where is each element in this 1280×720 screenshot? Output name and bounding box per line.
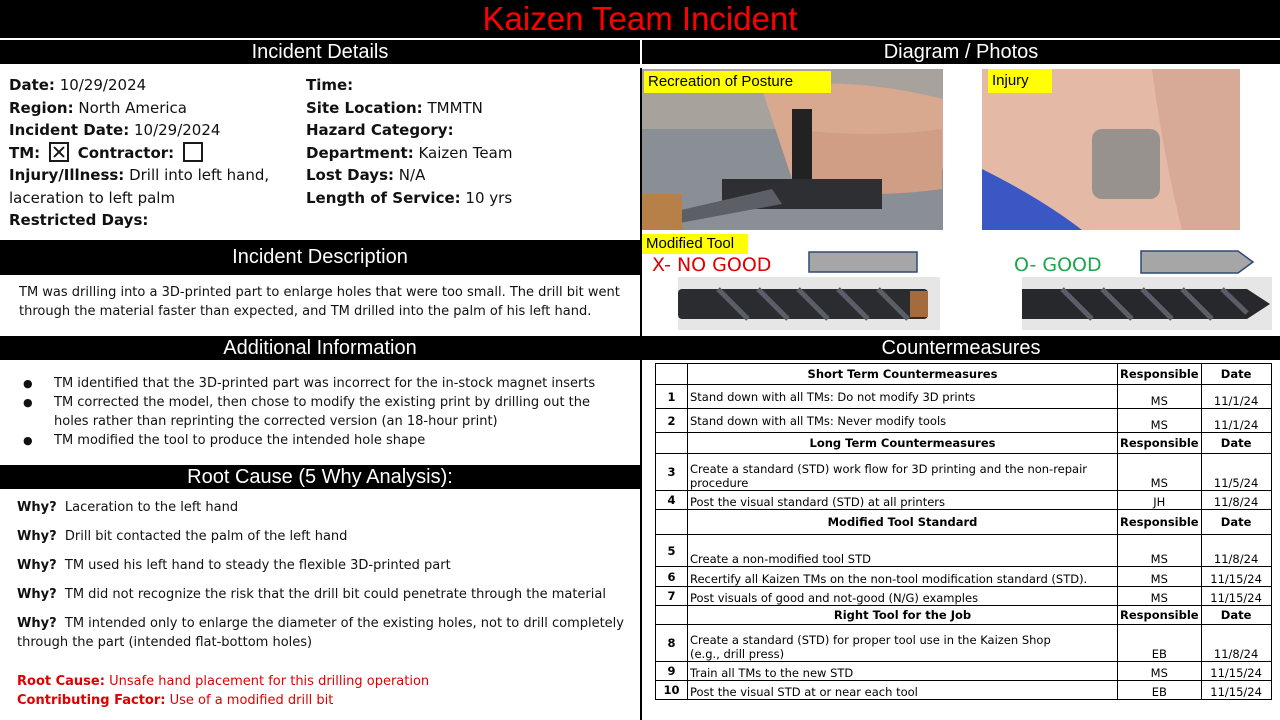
modified-tool-label: Modified Tool (642, 234, 748, 254)
good-drill-bit-image (1022, 277, 1272, 330)
table-row: 4 Post the visual standard (STD) at all printers JH 11/8/24 (656, 491, 1272, 510)
detail-hazard: Hazard Category: (306, 121, 454, 139)
detail-incident-date: Incident Date: 10/29/2024 (9, 121, 221, 139)
modified-drill-bit-image (678, 277, 940, 330)
table-header-row: Modified Tool Standard Responsible Date (656, 510, 1272, 535)
section-root-cause: Root Cause (5 Why Analysis): (0, 465, 640, 489)
countermeasures-table-wrap (655, 363, 1272, 700)
incident-details-left (9, 74, 299, 232)
table-row: 10 Post the visual STD at or near each tool EB 11/15/24 (656, 681, 1272, 700)
list-item: ● TM modified the tool to produce the intended hole shape (20, 431, 635, 450)
responsible-header: Responsible (1118, 364, 1202, 385)
why-2: Why? Drill bit contacted the palm of the left hand (17, 529, 348, 544)
detail-injury-cont: laceration to left palm (9, 188, 176, 207)
table-row: 3 Create a standard (STD) work flow for 3D printing and the non-repair procedure MS 11/5/24 (656, 454, 1272, 491)
tm-checkbox[interactable] (49, 142, 69, 162)
section-additional-information: Additional Information (0, 336, 640, 360)
flat-tip-shape-icon (808, 251, 920, 275)
contractor-checkbox[interactable] (183, 142, 203, 162)
modified-drill-bit-photo (678, 277, 940, 330)
root-cause-line: Root Cause: Unsafe hand placement for this drilling operation (17, 674, 430, 689)
section-diagram-photos: Diagram / Photos (642, 40, 1280, 64)
table-header-row: Long Term Countermeasures Responsible Date (656, 433, 1272, 454)
recreation-of-posture-label: Recreation of Posture (644, 71, 831, 93)
injury-photo-image (982, 69, 1240, 230)
group-title: Short Term Countermeasures (688, 364, 1118, 385)
detail-site: Site Location: TMMTN (306, 98, 483, 117)
detail-restricted: Restricted Days: (9, 211, 149, 229)
list-item: ● TM corrected the model, then chose to modify the existing print by drilling out the holes rather than reprinting the corrected version (an 18-hour print) (20, 393, 635, 431)
incident-details-right (306, 74, 636, 209)
page-title: Kaizen Team Incident (482, 0, 798, 37)
detail-department: Department: Kaizen Team (306, 143, 513, 162)
table-header-row (656, 364, 1272, 385)
injury-label: Injury (988, 69, 1052, 93)
why-1: Why? Laceration to the left hand (17, 500, 239, 515)
table-row: 7 Post visuals of good and not-good (N/G) examples MS 11/15/24 (656, 587, 1272, 606)
group-title: Right Tool for the Job (688, 606, 1118, 625)
incident-description-text: TM was drilling into a 3D-printed part to enlarge holes that were too small. The drill bit went through the material faster than expected, and TM drilled into the palm of his left hand. (19, 285, 620, 319)
additional-info-list (20, 374, 635, 450)
detail-injury: Injury/Illness: Drill into left hand, (9, 166, 270, 184)
posture-photo (642, 69, 943, 230)
group-title: Modified Tool Standard (688, 510, 1118, 535)
detail-region: Region: North America (9, 98, 187, 117)
table-row: 1 Stand down with all TMs: Do not modify 3D prints MS 11/1/24 (656, 385, 1272, 409)
contributing-factor-line: Contributing Factor: Use of a modified drill bit (17, 693, 334, 708)
root-cause-summary (17, 672, 632, 710)
detail-date: Date: 10/29/2024 (9, 76, 147, 94)
detail-length-service: Length of Service: 10 yrs (306, 188, 513, 207)
injury-photo (982, 69, 1240, 230)
table-row: 5 Create a non-modified tool STD MS 11/8/24 (656, 535, 1272, 567)
table-header-row: Right Tool for the Job Responsible Date (656, 606, 1272, 625)
group-title: Long Term Countermeasures (688, 433, 1118, 454)
table-row: 2 Stand down with all TMs: Never modify tools MS 11/1/24 (656, 409, 1272, 433)
good-label: O- GOOD (1014, 254, 1102, 276)
date-header: Date (1201, 364, 1271, 385)
detail-lost-days: Lost Days: N/A (306, 166, 426, 184)
section-countermeasures: Countermeasures (642, 336, 1280, 360)
table-row: 9 Train all TMs to the new STD MS 11/15/24 (656, 662, 1272, 681)
list-item: ● TM identified that the 3D-printed part was incorrect for the in-stock magnet inserts (20, 374, 635, 393)
posture-photo-image (642, 69, 943, 230)
why-4: Why? TM did not recognize the risk that the drill bit could penetrate through the material (17, 587, 606, 602)
table-row: 6 Recertify all Kaizen TMs on the non-tool modification standard (STD). MS 11/15/24 (656, 567, 1272, 587)
detail-tm-contractor: TM: Contractor: (9, 142, 299, 165)
why-5: Why? TM intended only to enlarge the diameter of the existing holes, not to drill completely through the part (intended flat-bottom holes) (17, 616, 624, 650)
detail-time: Time: (306, 76, 354, 94)
pointed-tip-shape-icon (1140, 250, 1256, 276)
table-row: 8 Create a standard (STD) for proper tool use in the Kaizen Shop (e.g., drill press) EB 11/8/24 (656, 625, 1272, 662)
no-good-label: X- NO GOOD (652, 254, 772, 276)
good-drill-bit-photo (1022, 277, 1272, 330)
section-incident-description: Incident Description (0, 240, 640, 275)
why-3: Why? TM used his left hand to steady the flexible 3D-printed part (17, 558, 451, 573)
section-incident-details: Incident Details (0, 40, 640, 64)
countermeasures-table (655, 363, 1272, 700)
